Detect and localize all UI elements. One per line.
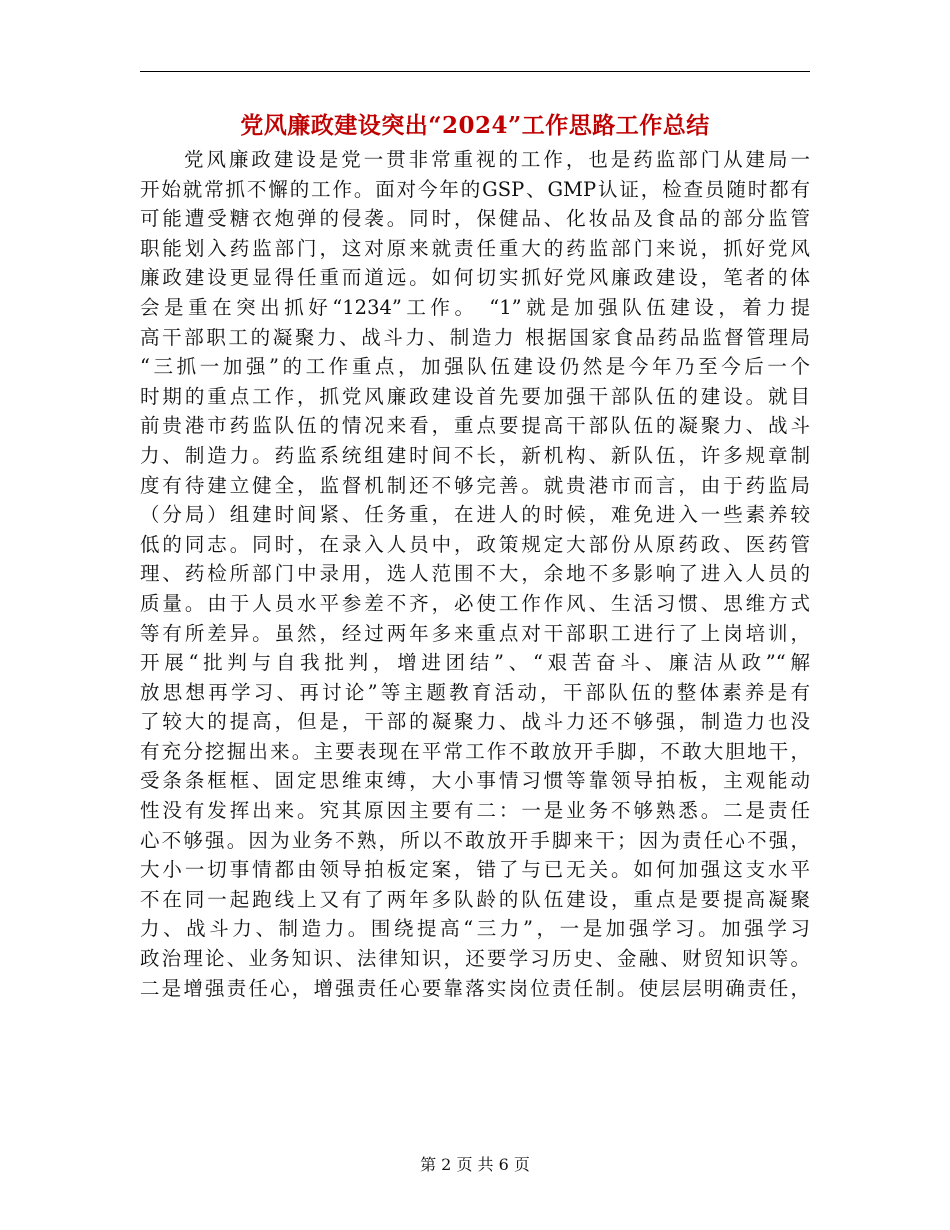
- body-text-line: 受条条框框、固定思维束缚，大小事情习惯等靠领导拍板，主观能动: [140, 769, 810, 793]
- body-text-line: 政治理论、业务知识、法律知识，还要学习历史、金融、财贸知识等。: [140, 947, 810, 971]
- body-text-line: “三抓一加强”的工作重点，加强队伍建设仍然是今年乃至今后一个: [140, 355, 810, 379]
- document-title: 党风廉政建设突出“2024”工作思路工作总结: [240, 112, 710, 139]
- body-text-line: 心不够强。因为业务不熟，所以不敢放开手脚来干；因为责任心不强，: [140, 828, 810, 852]
- body-text-line: 时期的重点工作，抓党风廉政建设首先要加强干部队伍的建设。就目: [140, 384, 810, 408]
- header-rule: [140, 71, 810, 72]
- body-text-line: 性没有发挥出来。究其原因主要有二：一是业务不够熟悉。二是责任: [140, 799, 810, 823]
- body-text-line: （分局）组建时间紧、任务重，在进人的时候，难免进入一些素养较: [140, 503, 810, 527]
- body-text-line: 度有待建立健全，监督机制还不够完善。就贵港市而言，由于药监局: [140, 473, 810, 497]
- body-text-line: 大小一切事情都由领导拍板定案，错了与已无关。如何加强这支水平: [140, 858, 810, 882]
- body-text-line: 可能遭受糖衣炮弹的侵袭。同时，保健品、化妆品及食品的部分监管: [140, 207, 810, 231]
- body-text-line: 会是重在突出抓好“1234”工作。 “1”就是加强队伍建设，着力提: [140, 295, 810, 319]
- page-number-footer: 第 2 页 共 6 页: [420, 1155, 530, 1174]
- body-text-line: 了较大的提高，但是，干部的凝聚力、战斗力还不够强，制造力也没: [140, 710, 810, 734]
- body-text-line: 低的同志。同时，在录入人员中，政策规定大部份从原药政、医药管: [140, 532, 810, 556]
- body-text-line: 理、药检所部门中录用，选人范围不大，余地不多影响了进入人员的: [140, 562, 810, 586]
- body-text-line: 不在同一起跑线上又有了两年多队龄的队伍建设，重点是要提高凝聚: [140, 887, 810, 911]
- body-text-line: 前贵港市药监队伍的情况来看，重点要提高干部队伍的凝聚力、战斗: [140, 414, 810, 438]
- body-text-line: 廉政建设更显得任重而道远。如何切实抓好党风廉政建设，笔者的体: [140, 266, 810, 290]
- body-text-line: 放思想再学习、再讨论”等主题教育活动，干部队伍的整体素养是有: [140, 680, 810, 704]
- body-text-line: 开始就常抓不懈的工作。面对今年的GSP、GMP认证，检查员随时都有: [140, 177, 810, 201]
- body-text-line: 力、制造力。药监系统组建时间不长，新机构、新队伍，许多规章制: [140, 443, 810, 467]
- body-text-line: 力、战斗力、制造力。围绕提高“三力”，一是加强学习。加强学习: [140, 917, 810, 941]
- body-text-line: 有充分挖掘出来。主要表现在平常工作不敢放开手脚，不敢大胆地干，: [140, 739, 810, 763]
- body-text-line: 高干部职工的凝聚力、战斗力、制造力 根据国家食品药品监督管理局: [140, 325, 810, 349]
- document-body: [140, 145, 810, 1003]
- body-text-line: 二是增强责任心，增强责任心要靠落实岗位责任制。使层层明确责任，: [140, 976, 810, 1000]
- body-text-line: 职能划入药监部门，这对原来就责任重大的药监部门来说，抓好党风: [140, 236, 810, 260]
- body-text-line: 等有所差异。虽然，经过两年多来重点对干部职工进行了上岗培训，: [140, 621, 810, 645]
- body-text-line: 党风廉政建设是党一贯非常重视的工作，也是药监部门从建局一: [184, 148, 810, 171]
- body-text-line: 质量。由于人员水平参差不齐，必使工作作风、生活习惯、思维方式: [140, 591, 810, 615]
- body-text-line: 开展“批判与自我批判，增进团结”、“艰苦奋斗、廉洁从政”“解: [140, 651, 810, 675]
